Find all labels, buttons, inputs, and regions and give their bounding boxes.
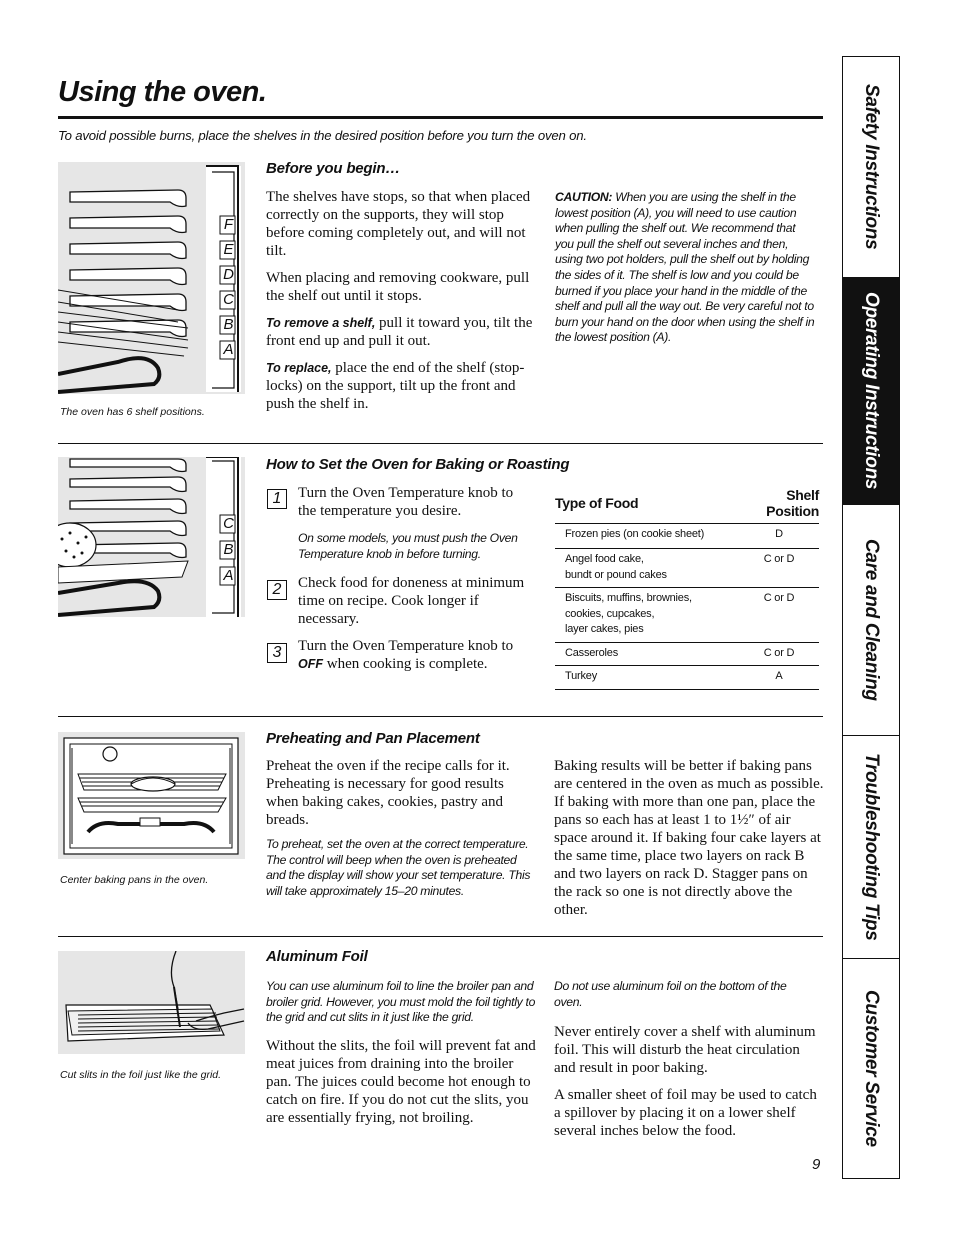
replace-shelf-text: place the end of the shelf (stop-locks) on the support, tilt up the front and push the shelf in. (266, 360, 525, 412)
food-cell: Biscuits, muffins, brownies, cookies, cupcakes, layer cakes, pies (555, 588, 739, 643)
replace-shelf-lead: To replace, (266, 361, 332, 375)
tab-troubleshooting-tips[interactable] (843, 736, 899, 959)
caution-note (555, 190, 817, 346)
shelf-letter-d: D (223, 266, 234, 283)
position-cell: C or D (739, 642, 819, 666)
table-row (555, 666, 819, 690)
table-row (555, 549, 819, 588)
table-row (555, 642, 819, 666)
intro-text: To avoid possible burns, place the shelves in the desired position before you turn the oven on. (58, 128, 587, 143)
tab-label: Customer Service (861, 990, 882, 1147)
caution-text: When you are using the shelf in the lowest position (A), you will need to use caution when pulling the shelf out. We recommend that you pull the shelf out several inches and then, using two pot holders, pull the shelf out by holding the sides of it. The shelf is low and you could be burned if you place your hand in the middle of the shelf and pull all the way out. Be very careful not to burn your hand on the door when using the shelf in the lowest position (A). (555, 190, 815, 345)
remove-shelf-paragraph (266, 314, 538, 350)
title-rule (58, 116, 823, 119)
shelf-position-table (555, 487, 819, 690)
shelf-letter-c: C (223, 515, 234, 532)
section-divider-3 (58, 936, 823, 937)
position-cell: C or D (739, 549, 819, 588)
step-1-text: Turn the Oven Temperature knob to the temperature you desire. (298, 485, 514, 519)
step-3-number: 3 (267, 643, 287, 663)
shelf-stops-paragraph: The shelves have stops, so that when placed correctly on the supports, they will stop before coming completely out, and will not tilt. (266, 189, 531, 259)
shelf-letter-b: B (223, 316, 234, 333)
step-1-note: On some models, you must push the Oven Temperature knob in before turning. (298, 531, 518, 561)
shelf-letter-a: A (223, 567, 234, 584)
remove-shelf-text: pull it toward you, tilt the front end up and pull it out. (266, 315, 533, 349)
food-cell: Turkey (555, 666, 739, 690)
table-header-row (555, 487, 819, 524)
position-cell: D (739, 524, 819, 549)
before-you-begin-text (266, 188, 538, 422)
foil-spillover-paragraph: A smaller sheet of foil may be used to catch a spillover by placing it on a lower shelf several inches below the food. (554, 1087, 817, 1139)
step-3-text-b: when cooking is complete. (323, 656, 488, 672)
section-tabs-sidebar (842, 56, 900, 1179)
column-header-food: Type of Food (555, 487, 739, 524)
caution-lead: CAUTION: (555, 190, 613, 204)
tab-label: Safety Instructions (861, 84, 882, 250)
food-cell: Casseroles (555, 642, 739, 666)
before-you-begin-heading: Before you begin… (266, 160, 401, 177)
shelf-letter-f: F (223, 216, 234, 233)
cookware-paragraph: When placing and removing cookware, pull the shelf out until it stops. (266, 270, 530, 304)
foil-slits-paragraph: Without the slits, the foil will prevent fat and meat juices from draining into the broiler pan. The juices could become hot enough to catch on fire. If you do not cut the slits, you are essentially frying, not broiling. (266, 1038, 536, 1126)
column-header-position: Shelf Position (739, 487, 819, 524)
foil-shelf-paragraph: Never entirely cover a shelf with aluminum foil. This will disturb the heat circulation and result in poor baking. (554, 1024, 816, 1076)
pan-placement-paragraph: Baking results will be better if baking pans are centered in the oven as much as possible. If baking with more than one pan, place the pans so each has at least 1 to 1½″ of air space around it. If baking four cake layers at the same time, place two layers on rack B and two layers on rack D. Stagger pans on the rack so one is not directly above the other. (554, 758, 824, 918)
tab-operating-instructions[interactable] (843, 278, 899, 505)
tab-label: Troubleshooting Tips (861, 753, 882, 941)
replace-shelf-paragraph (266, 359, 538, 413)
preheating-paragraph: Preheat the oven if the recipe calls for it. Preheating is necessary for good results when baking cakes, cookies, pastry and breads. (266, 758, 510, 828)
oven-baking-illustration (58, 457, 245, 617)
section-divider-1 (58, 443, 823, 444)
tab-care-and-cleaning[interactable] (843, 505, 899, 736)
foil-note: You can use aluminum foil to line the broiler pan and broiler grid. However, you must mold the foil tightly to the grid and cut slits in it just like the grid. (266, 979, 536, 1025)
step-2-number: 2 (267, 580, 287, 600)
shelf-letter-e: E (223, 241, 234, 258)
shelf-letter-c: C (223, 291, 234, 308)
aluminum-foil-heading: Aluminum Foil (266, 948, 368, 965)
off-label: OFF (298, 657, 323, 671)
step-1-number: 1 (267, 489, 287, 509)
food-cell: Angel food cake, bundt or pound cakes (555, 549, 739, 588)
shelf-letter-b: B (223, 541, 234, 558)
table-row (555, 588, 819, 643)
position-cell: C or D (739, 588, 819, 643)
tab-label: Operating Instructions (861, 292, 882, 490)
step-2-text: Check food for doneness at minimum time on recipe. Cook longer if necessary. (298, 575, 525, 627)
step-3-text (298, 637, 530, 673)
section-divider-2 (58, 716, 823, 717)
shelf-positions-caption: The oven has 6 shelf positions. (60, 406, 205, 418)
baking-roasting-heading: How to Set the Oven for Baking or Roasting (266, 456, 570, 473)
tab-label: Care and Cleaning (861, 539, 882, 701)
position-cell: A (739, 666, 819, 690)
oven-shelves-illustration (58, 162, 245, 394)
step-3-text-a: Turn the Oven Temperature knob to (298, 638, 514, 654)
remove-shelf-lead: To remove a shelf, (266, 316, 376, 330)
preheating-heading: Preheating and Pan Placement (266, 730, 480, 747)
table-row (555, 524, 819, 549)
foil-bottom-note: Do not use aluminum foil on the bottom of the oven. (554, 979, 787, 1009)
tab-safety-instructions[interactable] (843, 57, 899, 278)
tab-customer-service[interactable] (843, 959, 899, 1178)
page-title: Using the oven. (58, 76, 267, 108)
shelf-letter-a: A (223, 341, 234, 358)
food-cell: Frozen pies (on cookie sheet) (555, 524, 739, 549)
center-pans-caption: Center baking pans in the oven. (60, 874, 209, 886)
foil-grid-illustration (58, 951, 245, 1054)
oven-interior-illustration (58, 732, 245, 859)
preheating-note: To preheat, set the oven at the correct temperature. The control will beep when the oven is preheated and the display will show your set temperature. This will take approximately 15–20 minutes. (266, 837, 531, 898)
page-number: 9 (812, 1156, 821, 1173)
foil-slits-caption: Cut slits in the foil just like the grid. (60, 1069, 222, 1081)
